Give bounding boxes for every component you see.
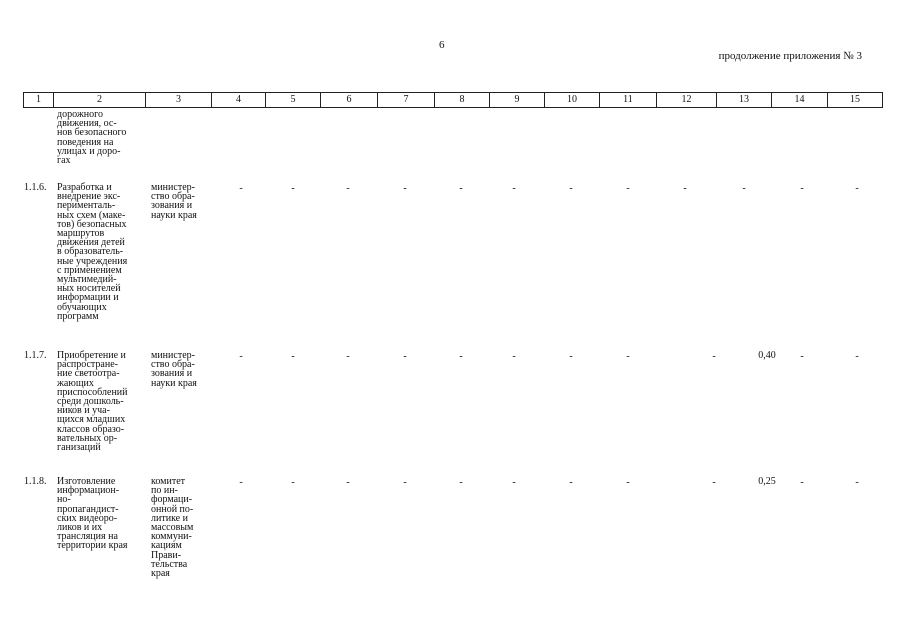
value-cell: -	[459, 351, 463, 362]
continued-item-name: дорожного движения, ос- нов безопасного поведения на улицах и доро- гах	[57, 109, 127, 167]
header-cell-13: 13	[717, 93, 772, 107]
value-cell: -	[569, 477, 573, 488]
value-cell: -	[239, 183, 243, 194]
header-cell-2: 2	[54, 93, 146, 107]
value-cell: -	[291, 351, 295, 362]
header-cell-7: 7	[378, 93, 435, 107]
value-cell: -	[239, 351, 243, 362]
value-cell: -	[459, 183, 463, 194]
table-header-row	[23, 92, 883, 108]
value-cell: -	[800, 477, 804, 488]
value-cell: -	[855, 183, 859, 194]
header-cell-10: 10	[545, 93, 600, 107]
value-cell: 0,25	[758, 476, 776, 487]
continuation-label: продолжение приложения № 3	[718, 50, 862, 62]
value-cell: -	[855, 477, 859, 488]
header-cell-12: 12	[657, 93, 717, 107]
value-cell: -	[742, 183, 746, 194]
value-cell: -	[291, 183, 295, 194]
row-executor: министер- ство обра- зования и науки края	[151, 182, 197, 221]
value-cell: -	[346, 477, 350, 488]
value-cell: 0,40	[758, 350, 776, 361]
header-cell-14: 14	[772, 93, 828, 107]
row-name: Изготовление информацион- но- пропагандист- ских видеоро- ликов и их трансляция на территории края	[57, 476, 128, 552]
value-cell: -	[512, 351, 516, 362]
value-cell: -	[403, 183, 407, 194]
header-cell-5: 5	[266, 93, 321, 107]
value-cell: -	[626, 477, 630, 488]
value-cell: -	[569, 183, 573, 194]
value-cell: -	[712, 477, 716, 488]
header-cell-3: 3	[146, 93, 212, 107]
value-cell: -	[346, 351, 350, 362]
value-cell: -	[626, 183, 630, 194]
value-cell: -	[712, 351, 716, 362]
value-cell: -	[800, 351, 804, 362]
header-cell-4: 4	[212, 93, 266, 107]
row-code: 1.1.6.	[24, 182, 47, 193]
value-cell: -	[512, 477, 516, 488]
value-cell: -	[626, 351, 630, 362]
row-name: Разработка и внедрение экс- перименталь- ных схем (маке- тов) безопасных маршрутов движения детей в образователь- ные учреждения с применением мультимедий- ных носителей информации и обучающих программ	[57, 182, 128, 322]
value-cell: -	[855, 351, 859, 362]
value-cell: -	[403, 477, 407, 488]
header-cell-8: 8	[435, 93, 490, 107]
row-code: 1.1.7.	[24, 350, 47, 361]
value-cell: -	[683, 183, 687, 194]
header-cell-9: 9	[490, 93, 545, 107]
row-executor: министер- ство обра- зования и науки края	[151, 350, 197, 389]
header-cell-11: 11	[600, 93, 657, 107]
value-cell: -	[800, 183, 804, 194]
value-cell: -	[512, 183, 516, 194]
value-cell: -	[569, 351, 573, 362]
header-cell-1: 1	[24, 93, 54, 107]
row-code: 1.1.8.	[24, 476, 47, 487]
value-cell: -	[346, 183, 350, 194]
page-number: 6	[439, 39, 445, 51]
row-executor: комитет по ин- формаци- онной по- литике и массовым коммуни- кациям Прави- тельства края	[151, 476, 194, 580]
value-cell: -	[459, 477, 463, 488]
header-cell-6: 6	[321, 93, 378, 107]
value-cell: -	[239, 477, 243, 488]
row-name: Приобретение и распростране- ние светоотра- жающих приспособлений среди дошколь- ников и уча- щихся младших классов образо- вательных ор- ганизаций	[57, 350, 128, 454]
value-cell: -	[291, 477, 295, 488]
value-cell: -	[403, 351, 407, 362]
header-cell-15: 15	[850, 94, 860, 105]
